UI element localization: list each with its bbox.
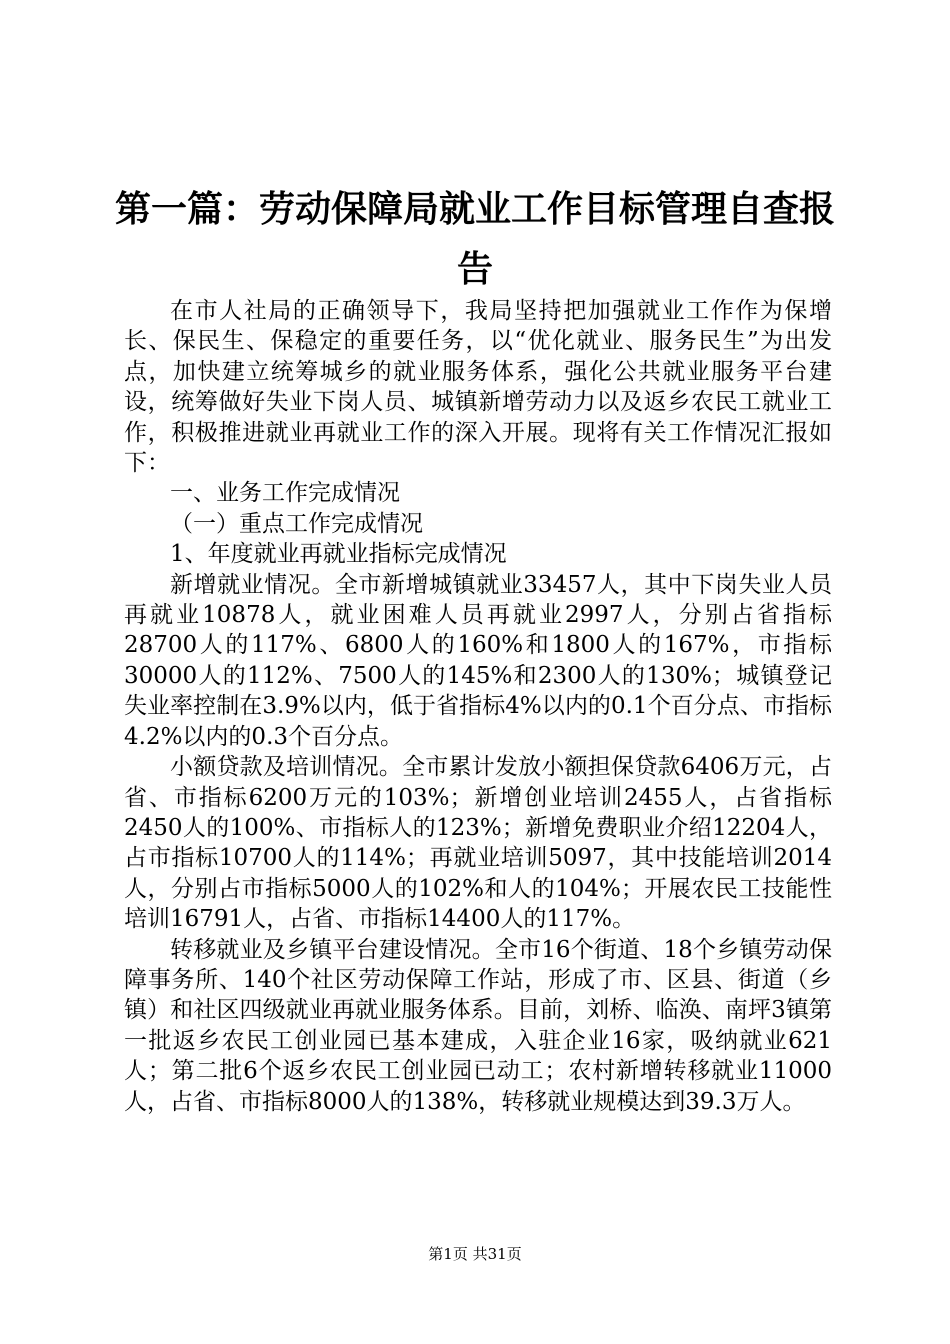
page-footer: 第1页 共31页 xyxy=(428,1245,522,1263)
section-heading: 一、业务工作完成情况 xyxy=(170,480,400,507)
item-heading: 1、年度就业再就业指标完成情况 xyxy=(170,541,507,568)
transfer-paragraph: 转移就业及乡镇平台建设情况。全市16个街道、18个乡镇劳动保障事务所、140个社区劳动保障工作站，形成了市、区县、街道（乡镇）和社区四级就业再就业服务体系。目前，刘桥、临涣、南坪3镇第一批返乡农民工创业园已基本建成，入驻企业16家，吸纳就业621人；第二批6个返乡农民工创业园已动工；农村新增转移就业11000人，占省、市指标8000人的138%，转移就业规模达到39.3万人。 xyxy=(124,936,832,1115)
loan-training-paragraph: 小额贷款及培训情况。全市累计发放小额担保贷款6406万元，占省、市指标6200万元的103%；新增创业培训2455人，占省指标2450人的100%、市指标人的123%；新增免费职业介绍12204人，占市指标10700人的114%；再就业培训5097，其中技能培训2014人，分别占市指标5000人的102%和人的104%；开展农民工技能性培训16791人，占省、市指标14400人的117%。 xyxy=(124,754,832,933)
intro-paragraph: 在市人社局的正确领导下，我局坚持把加强就业工作作为保增长、保民生、保稳定的重要任务，以“优化就业、服务民生”为出发点，加快建立统筹城乡的就业服务体系，强化公共就业服务平台建设，统筹做好失业下岗人员、城镇新增劳动力以及返乡农民工就业工作，积极推进就业再就业工作的深入开展。现将有关工作情况汇报如下： xyxy=(124,298,832,477)
subsection-heading: （一）重点工作完成情况 xyxy=(170,510,423,537)
document-body xyxy=(124,296,832,1117)
document-title: 第一篇：劳动保障局就业工作目标管理自查报告 xyxy=(114,189,835,290)
employment-paragraph: 新增就业情况。全市新增城镇就业33457人，其中下岗失业人员再就业10878人，就业困难人员再就业2997人，分别占省指标28700人的117%、6800人的160%和1800人的167%，市指标30000人的112%、7500人的145%和2300人的130%；城镇登记失业率控制在3.9%以内，低于省指标4%以内的0.1个百分点、市指标4.2%以内的0.3个百分点。 xyxy=(124,571,832,750)
